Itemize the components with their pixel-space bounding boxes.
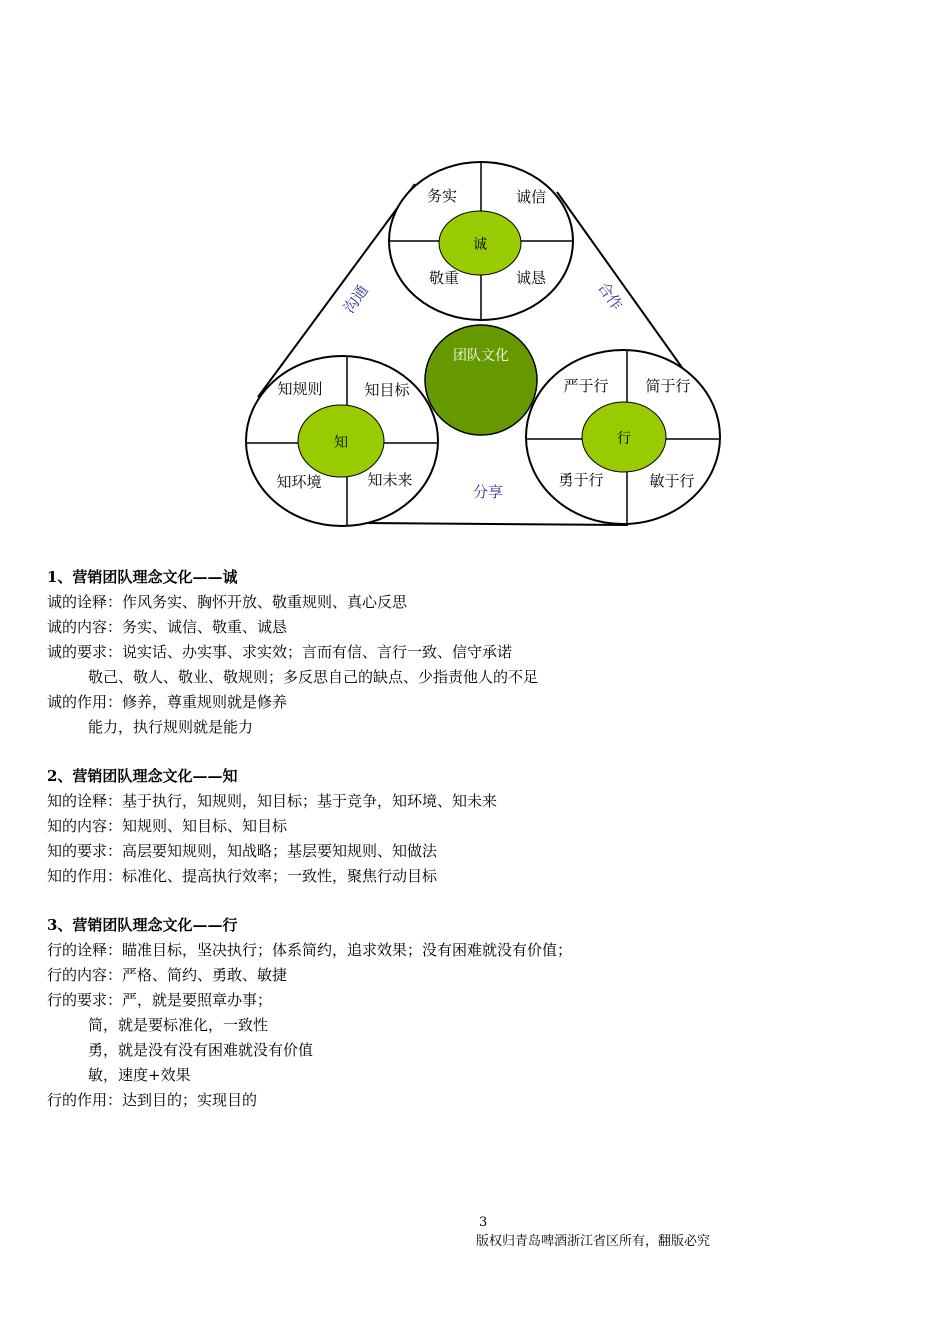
body-line: 行的内容：严格、简约、勇敢、敏捷 (47, 966, 288, 984)
center-label: 团队文化 (453, 348, 509, 364)
section-xing (47, 913, 907, 1113)
body-line-indented: 能力，执行规则就是能力 (88, 718, 254, 736)
body-line: 诚的诠释：作风务实、胸怀开放、敬重规则、真心反思 (47, 593, 408, 611)
section-heading: 1、营销团队理念文化——诚 (47, 568, 238, 586)
body-line: 知的诠释：基于执行，知规则，知目标；基于竞争，知环境、知未来 (47, 792, 498, 810)
body-line-indented: 简，就是要标准化，一致性 (88, 1016, 269, 1034)
top-core-label: 诚 (473, 237, 487, 253)
right-core-label: 行 (617, 431, 631, 447)
page-number: 3 (479, 1215, 488, 1230)
left-core-label: 知 (334, 435, 348, 451)
left-q2-label: 知目标 (364, 381, 410, 399)
top-q2-label: 诚信 (515, 188, 547, 206)
left-circle-group (246, 356, 438, 526)
left-q3-label: 知环境 (276, 473, 322, 491)
body-line: 行的要求：严，就是要照章办事； (47, 991, 273, 1009)
body-line: 诚的要求：说实话、办实事、求实效；言而有信、言行一致、信守承诺 (47, 643, 513, 661)
team-culture-diagram (0, 0, 950, 540)
right-q2-label: 简于行 (645, 377, 691, 395)
body-line: 行的诠释：瞄准目标，坚决执行；体系简约，追求效果；没有困难就没有价值； (47, 941, 573, 959)
left-q1-label: 知规则 (277, 380, 323, 398)
cooperation-label: 合作 (594, 278, 627, 314)
body-line: 行的作用：达到目的；实现目的 (47, 1091, 258, 1109)
page-footer (476, 1214, 710, 1252)
top-q3-label: 敬重 (428, 269, 460, 287)
top-q4-label: 诚恳 (515, 269, 547, 287)
body-line-indented: 敏，速度+效果 (88, 1066, 191, 1084)
body-line-indented: 敬己、敬人、敬业、敬规则；多反思自己的缺点、少指责他人的不足 (88, 668, 539, 686)
right-q1-label: 严于行 (563, 377, 609, 395)
section-cheng (47, 565, 907, 740)
bottom-connector-line (360, 523, 628, 525)
right-q3-label: 勇于行 (558, 471, 604, 489)
body-line: 知的要求：高层要知规则，知战略；基层要知规则、知做法 (47, 842, 438, 860)
section-zhi (47, 764, 907, 889)
top-q1-label: 务实 (426, 187, 458, 205)
body-line: 诚的内容：务实、诚信、敬重、诚恳 (47, 618, 288, 636)
section-heading: 3、营销团队理念文化——行 (47, 916, 238, 934)
body-line-indented: 勇，就是没有没有困难就没有价值 (88, 1041, 314, 1059)
left-q4-label: 知未来 (367, 471, 413, 489)
sharing-label: 分享 (472, 483, 504, 501)
body-line: 知的内容：知规则、知目标、知目标 (47, 817, 288, 835)
section-heading: 2、营销团队理念文化——知 (47, 767, 238, 785)
document-body (47, 565, 907, 1113)
copyright-notice: 版权归青岛啤酒浙江省区所有，翻版必究 (476, 1234, 711, 1249)
body-line: 诚的作用：修养，尊重规则就是修养 (47, 693, 288, 711)
center-ellipse (425, 325, 537, 435)
right-circle-group (526, 350, 720, 524)
right-q4-label: 敏于行 (649, 472, 695, 490)
body-line: 知的作用：标准化、提高执行效率；一致性，聚焦行动目标 (47, 867, 438, 885)
communication-label: 沟通 (339, 281, 372, 317)
top-circle-group (389, 162, 573, 320)
